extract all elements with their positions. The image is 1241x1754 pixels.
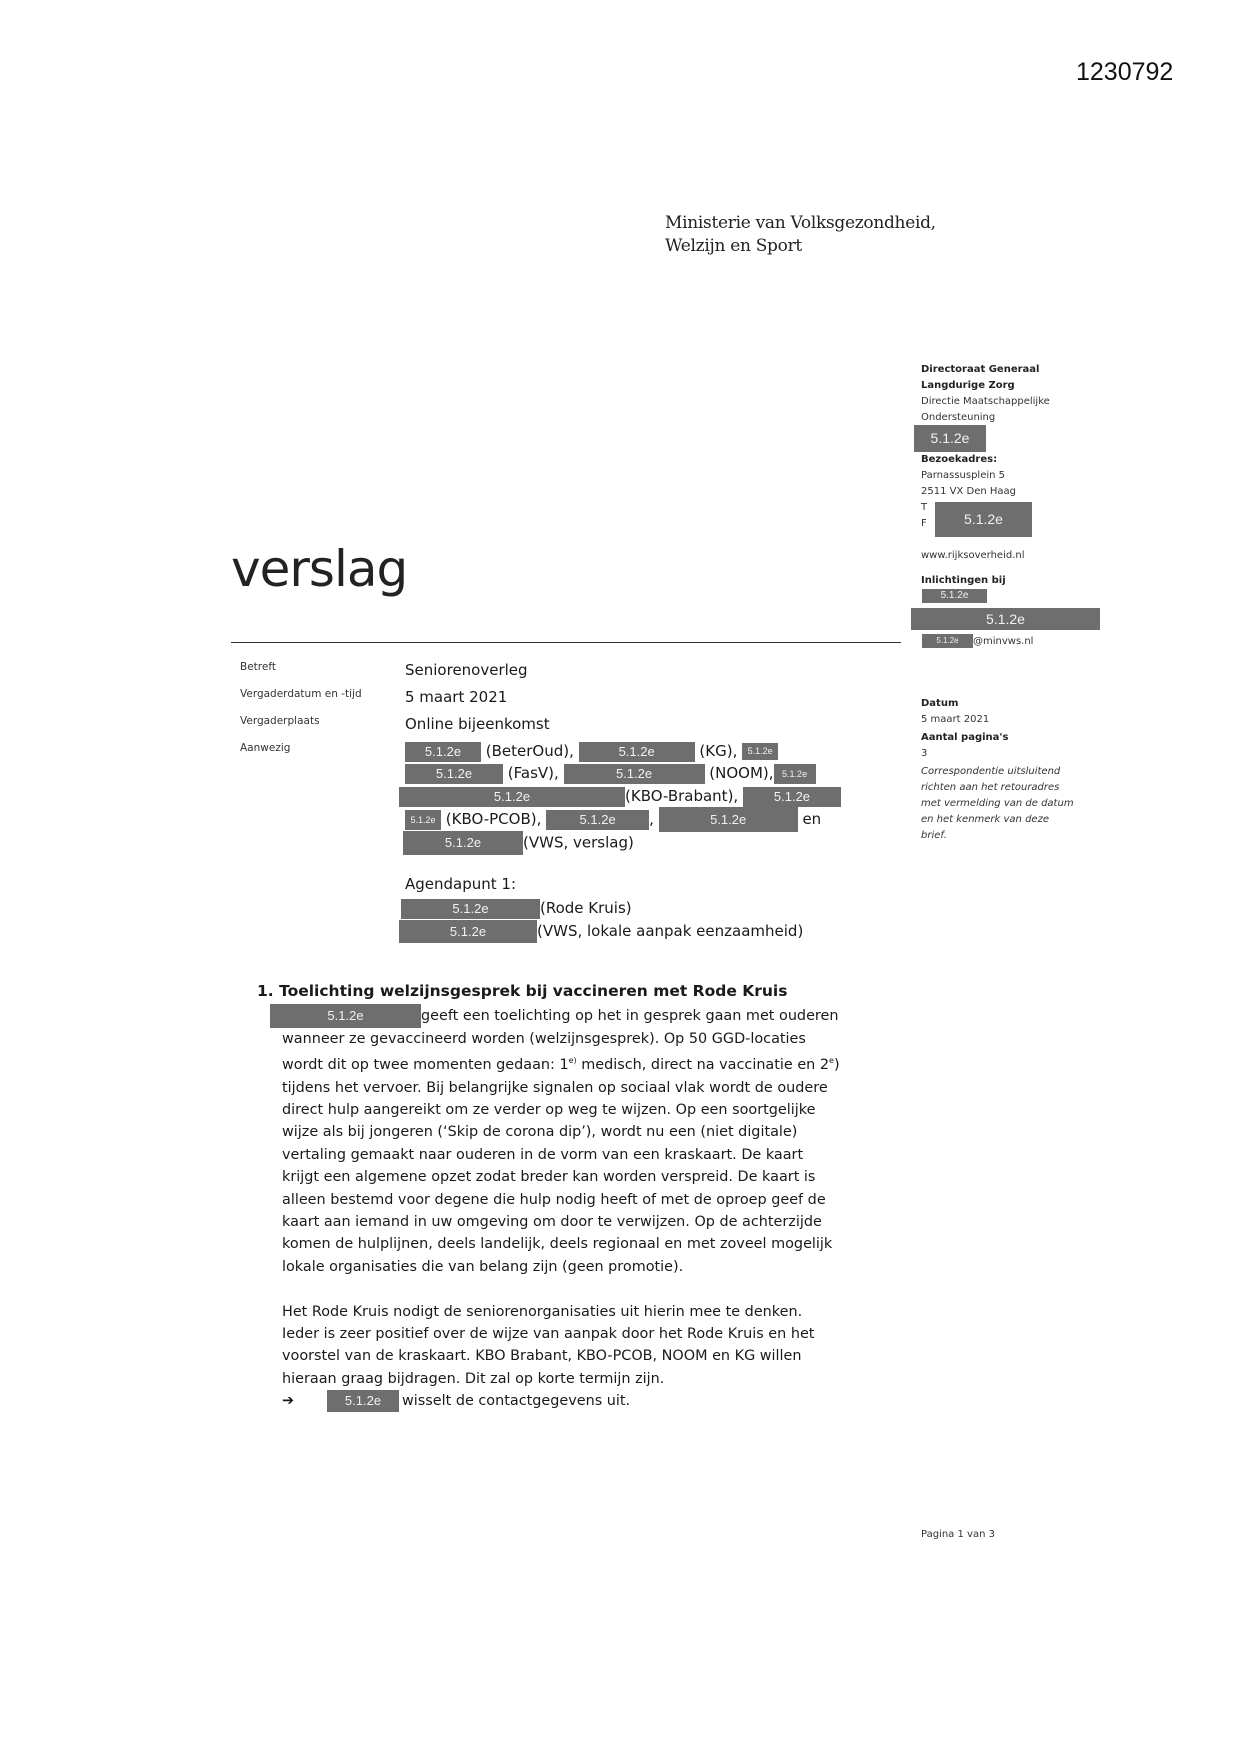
body-line: Het Rode Kruis nodigt de seniorenorganisaties uit hierin mee te denken.	[282, 1303, 803, 1320]
body-line: alleen bestemd voor degene die hulp nodig heeft of met de oproep geef de	[282, 1191, 826, 1208]
body-line: wanneer ze gevaccineerd worden (welzijnsgesprek). Op 50 GGD-locaties	[282, 1031, 806, 1047]
org-fasv: (FasV),	[503, 764, 564, 782]
street: Parnassusplein 5	[921, 470, 1006, 481]
dept-line-2: Ondersteuning	[921, 412, 996, 423]
pages-heading: Aantal pagina's	[921, 732, 1009, 743]
redaction: 5.1.2e	[743, 787, 841, 807]
page-number: Pagina 1 van 3	[921, 1529, 995, 1540]
agenda-vws: (VWS, lokale aanpak eenzaamheid)	[537, 922, 804, 940]
body-line: hieraan graag bijdragen. Dit zal op korte termijn zijn.	[282, 1370, 665, 1387]
org-beteroud: (BeterOud),	[481, 742, 579, 760]
body-text: geeft een toelichting op het in gesprek gaan met ouderen	[421, 1008, 839, 1024]
redaction: 5.1.2e	[405, 764, 503, 784]
redaction: 5.1.2e	[564, 764, 705, 784]
redaction: 5.1.2e	[327, 1390, 399, 1412]
agenda-line	[401, 897, 632, 919]
redaction: 5.1.2e	[403, 831, 523, 855]
redaction: 5.1.2e	[401, 899, 540, 919]
redaction: 5.1.2e	[911, 608, 1100, 630]
redaction: 5.1.2e	[935, 502, 1032, 537]
and-text: en	[797, 810, 822, 828]
present-label: Aanwezig	[240, 742, 291, 754]
org-kg: (KG),	[694, 742, 743, 760]
note-line: en het kenmerk van deze	[921, 814, 1049, 825]
section-body	[282, 1004, 840, 1413]
redaction: 5.1.2e	[399, 920, 537, 943]
body-line: Ieder is zeer positief over de wijze van aanpak door het Rode Kruis en het	[282, 1326, 815, 1343]
sidebar-address	[921, 362, 1050, 426]
agenda-label: Agendapunt 1:	[405, 875, 517, 893]
body-line: tijdens het vervoer. Bij belangrijke signalen op sociaal vlak wordt de oudere	[282, 1079, 828, 1096]
place-label: Vergaderplaats	[240, 715, 320, 727]
redaction: 5.1.2e	[742, 743, 778, 760]
city: 2511 VX Den Haag	[921, 486, 1016, 497]
subject-label: Betreft	[240, 661, 276, 673]
note-line: Correspondentie uitsluitend	[921, 766, 1061, 777]
place-value: Online bijeenkomst	[405, 715, 550, 733]
body-line: vertaling gemaakt naar ouderen in de vorm van een kraskaart. De kaart	[282, 1146, 804, 1163]
agenda-line	[399, 920, 803, 942]
attendees-line	[399, 785, 841, 807]
attendees-line	[403, 831, 634, 853]
date-heading: Datum	[921, 698, 959, 709]
body-text: wordt dit op twee momenten gedaan: 1	[282, 1057, 569, 1074]
body-line: lokale organisaties die van belang zijn (geen promotie).	[282, 1258, 684, 1275]
agenda-rode-kruis: (Rode Kruis)	[540, 899, 632, 917]
superscript: e	[829, 1056, 834, 1066]
redaction: 5.1.2e	[914, 425, 986, 452]
note-line: richten aan het retouradres	[921, 782, 1060, 793]
body-text: medisch, direct na vaccinatie en 2	[576, 1057, 830, 1074]
date-value: 5 maart 2021	[921, 714, 990, 725]
ministry-line-2: Welzijn en Sport	[665, 236, 802, 256]
body-line: komen de hulplijnen, deels landelijk, deels regionaal en met zoveel mogelijk	[282, 1236, 833, 1253]
attendees-line	[405, 807, 821, 829]
correspondence-note	[921, 764, 1074, 844]
visit-heading: Bezoekadres:	[921, 454, 998, 465]
website: www.rijksoverheid.nl	[921, 550, 1025, 561]
redaction: 5.1.2e	[270, 1004, 421, 1028]
info-heading-text: Inlichtingen bij	[921, 575, 1006, 586]
body-line	[282, 1050, 840, 1076]
section-heading: 1. Toelichting welzijnsgesprek bij vaccineren met Rode Kruis	[257, 982, 788, 1000]
note-line: met vermelding van de datum	[921, 798, 1074, 809]
info-heading	[921, 573, 1006, 589]
body-line	[270, 1004, 840, 1028]
subject-value: Seniorenoverleg	[405, 661, 528, 679]
redaction: 5.1.2e	[922, 634, 973, 648]
superscript: e)	[568, 1056, 577, 1066]
action-line	[282, 1390, 840, 1412]
divider	[231, 642, 901, 643]
body-line: kaart aan iemand in uw omgeving om door te verwijzen. Op de achterzijde	[282, 1214, 822, 1231]
org-line-2: Langdurige Zorg	[921, 380, 1015, 391]
org-kbo-pcob: (KBO-PCOB),	[441, 810, 547, 828]
redaction: 5.1.2e	[579, 742, 695, 762]
sidebar-date	[921, 696, 1074, 844]
redaction: 5.1.2e	[405, 810, 441, 830]
redaction: 5.1.2e	[659, 807, 798, 832]
date-value: 5 maart 2021	[405, 688, 508, 706]
note-line: brief.	[921, 830, 947, 841]
ministry-line-1: Ministerie van Volksgezondheid,	[665, 213, 936, 233]
redaction: 5.1.2e	[405, 742, 481, 762]
attendees-line	[405, 740, 778, 762]
date-label: Vergaderdatum en -tijd	[240, 688, 362, 700]
redaction: 5.1.2e	[774, 764, 816, 784]
arrow-right-icon: ➔	[282, 1393, 295, 1410]
document-title: verslag	[231, 540, 408, 598]
org-kbo-brabant: (KBO-Brabant),	[625, 787, 743, 805]
body-line: direct hulp aangereikt om ze verder op weg te wijzen. Op een soortgelijke	[282, 1102, 816, 1119]
redaction: 5.1.2e	[399, 787, 625, 807]
attendees-line	[405, 762, 816, 784]
pages-value: 3	[921, 748, 928, 759]
document-number: 1230792	[1076, 58, 1174, 86]
comma: ,	[649, 810, 659, 828]
body-line: wijze als bij jongeren (‘Skip de corona dip’), wordt nu een (niet digitale)	[282, 1124, 798, 1141]
dept-line-1: Directie Maatschappelijke	[921, 396, 1050, 407]
body-line: krijgt een algemene opzet zodat breder kan worden verspreid. De kaart is	[282, 1169, 816, 1186]
redaction: 5.1.2e	[546, 810, 649, 830]
phone-label: T	[921, 502, 928, 513]
org-vws-verslag: (VWS, verslag)	[523, 833, 634, 852]
body-text: )	[833, 1057, 840, 1074]
email-suffix: @minvws.nl	[973, 636, 1034, 647]
action-text: wisselt de contactgegevens uit.	[402, 1393, 631, 1410]
redaction: 5.1.2e	[922, 589, 987, 603]
org-noom: (NOOM),	[704, 764, 774, 782]
org-line-1: Directoraat Generaal	[921, 364, 1040, 375]
ministry-logo-text	[665, 212, 936, 258]
body-line: voorstel van de kraskaart. KBO Brabant, KBO-PCOB, NOOM en KG willen	[282, 1348, 802, 1365]
fax-label: F	[921, 518, 927, 529]
